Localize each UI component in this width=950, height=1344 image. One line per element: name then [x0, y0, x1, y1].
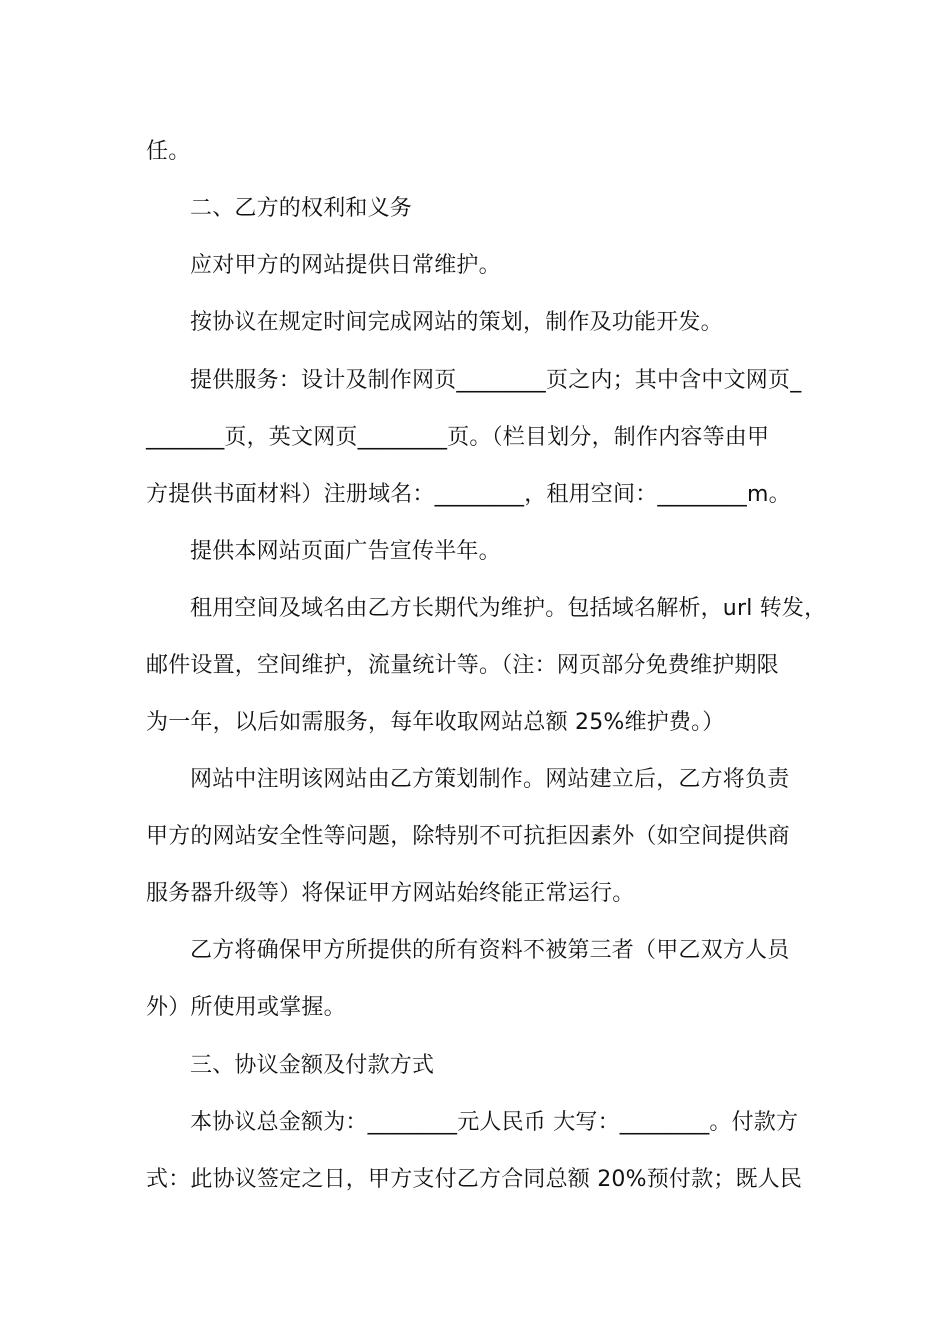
paragraph-line: 提供本网站页面广告宣传半年。 [190, 539, 501, 564]
paragraph-line: 式：此协议签定之日，甲方支付乙方合同总额 20%预付款；既人民 [146, 1167, 803, 1192]
paragraph-line: 外）所使用或掌握。 [146, 995, 346, 1020]
paragraph-line: 本协议总金额为：________元人民币 大写：________。付款方 [190, 1110, 799, 1135]
section-heading: 二、乙方的权利和义务 [190, 196, 413, 221]
paragraph-line: 甲方的网站安全性等问题，除特别不可抗拒因素外（如空间提供商 [146, 824, 790, 849]
paragraph-line: 按协议在规定时间完成网站的策划，制作及功能开发。 [190, 310, 723, 335]
section-heading: 三、协议金额及付款方式 [190, 1053, 435, 1078]
paragraph-line: 租用空间及域名由乙方长期代为维护。包括域名解析，url 转发， [190, 596, 827, 621]
paragraph-line: 提供服务：设计及制作网页________页之内；其中含中文网页_ [190, 368, 802, 393]
paragraph-line: 方提供书面材料）注册域名：________，租用空间：________m。 [146, 482, 791, 507]
paragraph-line: 乙方将确保甲方所提供的所有资料不被第三者（甲乙双方人员 [190, 938, 790, 963]
paragraph-line: _______页，英文网页________页。（栏目划分，制作内容等由甲 [146, 425, 770, 450]
paragraph-line: 邮件设置，空间维护，流量统计等。（注：网页部分免费维护期限 [146, 653, 779, 678]
paragraph-line: 应对甲方的网站提供日常维护。 [190, 253, 501, 278]
paragraph-line: 任。 [146, 139, 191, 164]
paragraph-line: 服务器升级等）将保证甲方网站始终能正常运行。 [146, 881, 635, 906]
paragraph-line: 为一年，以后如需服务，每年收取网站总额 25%维护费。） [146, 710, 725, 735]
paragraph-line: 网站中注明该网站由乙方策划制作。网站建立后，乙方将负责 [190, 767, 790, 792]
